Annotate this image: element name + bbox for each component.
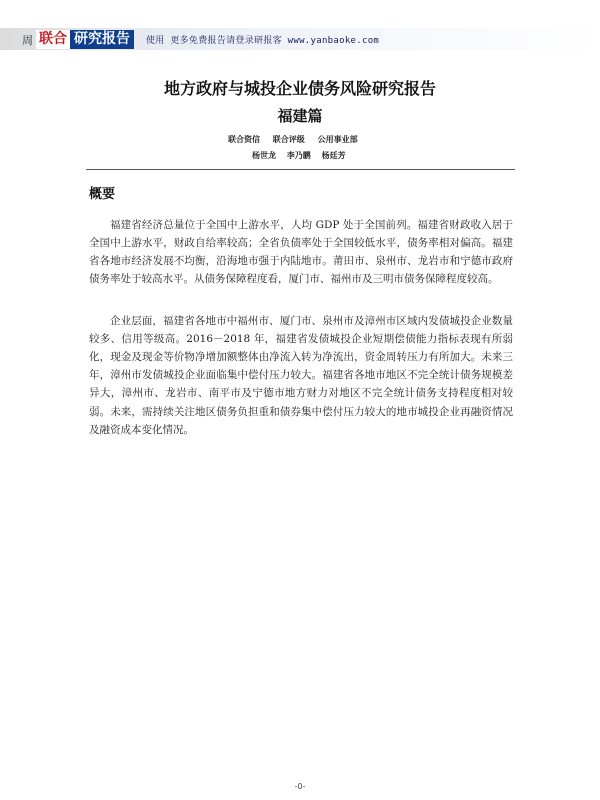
banner-promo-text: 使用 更多免费报告请登录研报客 www.yanbaoke.com bbox=[146, 36, 380, 46]
watermark-banner bbox=[0, 28, 600, 50]
summary-paragraph-2: 企业层面，福建省各地市中福州市、厦门市、泉州市及漳州市区域内发债城投企业数量较多、信用等级高。2016－2018 年，福建省发债城投企业短期偿债能力指标表现有所弱化，现金及现金等价物净增加额整体由净流入转为净流出，资金周转压力有所加大。未来三年，漳州市发债城投企业面临集中偿付压力较大。福建省各地市地区不完全统计债务规模差异大，漳州市、龙岩市、南平市及宁德市地方财力对地区不完全统计债务支持程度相对较弱。未来，需持续关注地区债务负担重和债券集中偿付压力较大的地市城投企业再融资情况及融资成本变化情况。 bbox=[89, 314, 513, 436]
logo-text-part1: 联合 bbox=[36, 30, 70, 49]
publisher-logo bbox=[36, 29, 134, 49]
organizations-line: 联合资信 联合评级 公用事业部 bbox=[228, 135, 358, 144]
document-subtitle: 福建篇 bbox=[277, 107, 323, 125]
page-number: -0- bbox=[294, 782, 306, 791]
authors-line: 杨世龙 李乃鹏 杨廷芳 bbox=[252, 151, 346, 160]
section-heading-summary: 概要 bbox=[89, 187, 116, 202]
banner-prefix: 周 bbox=[22, 34, 34, 47]
header-divider bbox=[86, 169, 515, 170]
document-title: 地方政府与城投企业债务风险研究报告 bbox=[163, 79, 436, 98]
summary-paragraph-1: 福建省经济总量位于全国中上游水平，人均 GDP 处于全国前列。福建省财政收入居于全国中上游水平，财政自给率较高；全省负债率处于全国较低水平，债务率相对偏高。福建省各地市经济发展不均衡，沿海地市强于内陆地市。莆田市、泉州市、龙岩市和宁德市政府债务率处于较高水平。从债务保障程度看，厦门市、福州市及三明市债务保障程度较高。 bbox=[89, 218, 513, 286]
logo-text-part2: 研究报告 bbox=[70, 30, 134, 49]
